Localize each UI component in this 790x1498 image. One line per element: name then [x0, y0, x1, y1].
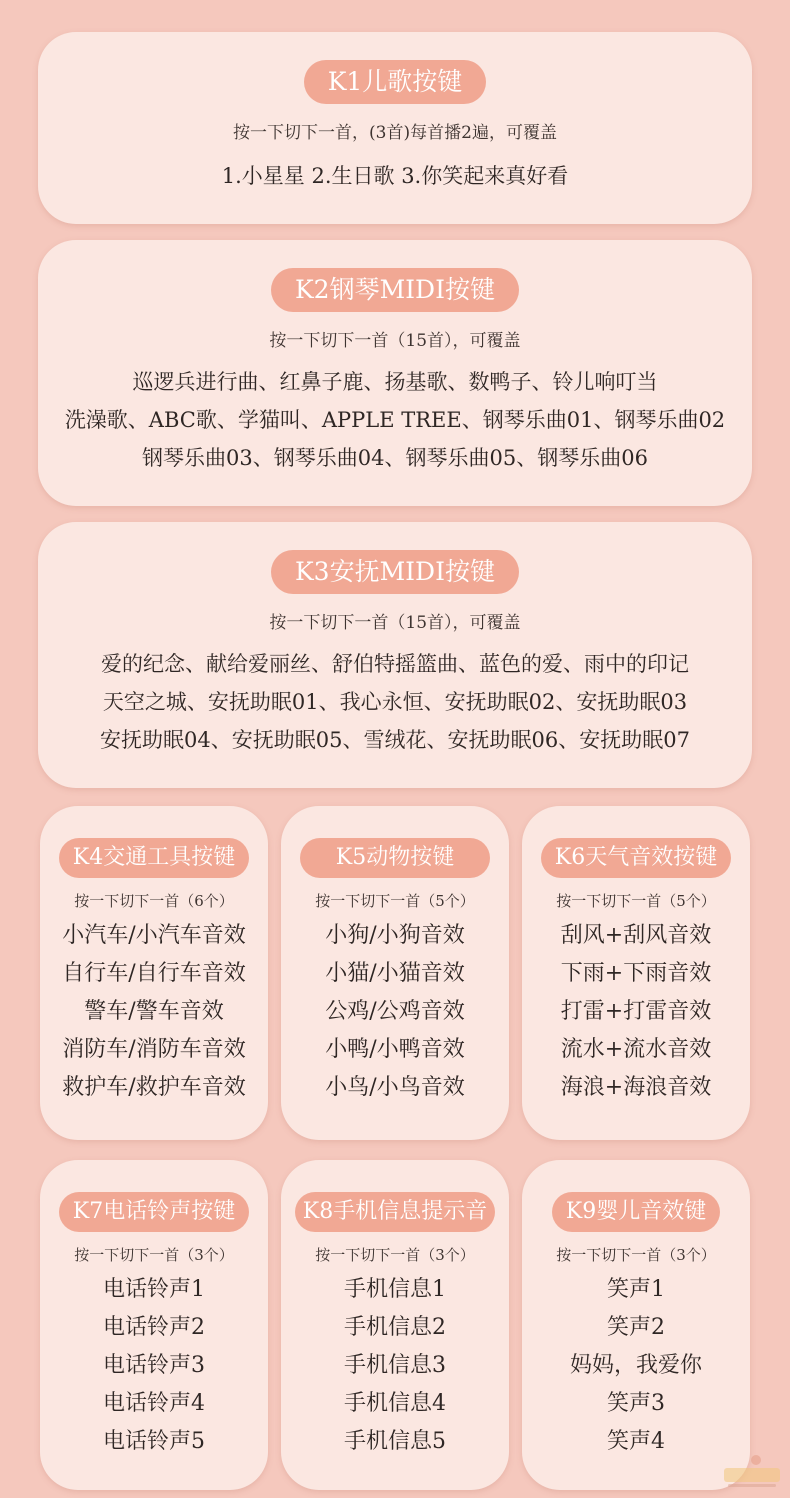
- section-k2-key-label: K2钢琴MIDI按键: [271, 268, 519, 312]
- section-k7-item: 电话铃声4: [103, 1391, 205, 1416]
- section-k7-key-label: K7电话铃声按键: [59, 1192, 249, 1232]
- section-k3-song-line: 天空之城、安抚助眠01、我心永恒、安抚助眠02、安抚助眠03: [102, 690, 688, 714]
- section-k9-item: 笑声4: [607, 1429, 665, 1454]
- section-k8-key-label: K8手机信息提示音: [295, 1192, 495, 1232]
- section-k7-item: 电话铃声2: [103, 1315, 205, 1340]
- section-k5-description: 按一下切下一首（5个）: [315, 892, 475, 910]
- section-k4-item: 警车/警车音效: [84, 999, 224, 1024]
- section-k4-key-label: K4交通工具按键: [59, 838, 249, 878]
- section-k9-key-label: K9婴儿音效键: [552, 1192, 720, 1232]
- section-k8-item: 手机信息5: [344, 1429, 446, 1454]
- section-k6-item: 海浪+海浪音效: [560, 1075, 712, 1100]
- section-k8-item: 手机信息1: [344, 1277, 446, 1302]
- section-k6-description: 按一下切下一首（5个）: [556, 892, 716, 910]
- section-k9-description: 按一下切下一首（3个）: [556, 1246, 716, 1264]
- section-k5-item: 小狗/小狗音效: [325, 923, 465, 948]
- section-k4-card: [40, 806, 268, 1140]
- section-k3-description: 按一下切下一首（15首），可覆盖: [269, 613, 521, 633]
- section-k4-item: 自行车/自行车音效: [62, 961, 246, 986]
- section-k1-song-line: 1.小星星 2.生日歌 3.你笑起来真好看: [221, 164, 569, 188]
- section-k5-item: 小鸭/小鸭音效: [325, 1037, 465, 1062]
- section-k7-item: 电话铃声1: [103, 1277, 205, 1302]
- section-k2-song-line: 巡逻兵进行曲、红鼻子鹿、扬基歌、数鸭子、铃儿响叮当: [132, 370, 658, 394]
- section-k4-description: 按一下切下一首（6个）: [74, 892, 234, 910]
- section-k5-item: 公鸡/公鸡音效: [325, 999, 465, 1024]
- section-k9-item: 妈妈，我爱你: [569, 1353, 702, 1378]
- section-k2-song-line: 洗澡歌、ABC歌、学猫叫、APPLE TREE、钢琴乐曲01、钢琴乐曲02: [64, 408, 726, 432]
- section-k2-song-line: 钢琴乐曲03、钢琴乐曲04、钢琴乐曲05、钢琴乐曲06: [142, 446, 648, 470]
- section-k7-item: 电话铃声3: [103, 1353, 205, 1378]
- section-k8-card: [281, 1160, 509, 1490]
- section-k7-description: 按一下切下一首（3个）: [74, 1246, 234, 1264]
- section-k5-item: 小猫/小猫音效: [325, 961, 465, 986]
- section-k9-item: 笑声3: [607, 1391, 665, 1416]
- section-k6-item: 流水+流水音效: [560, 1037, 712, 1062]
- section-k2-description: 按一下切下一首（15首），可覆盖: [269, 331, 521, 351]
- section-k7-card: [40, 1160, 268, 1490]
- section-k6-item: 下雨+下雨音效: [560, 961, 712, 986]
- section-k6-key-label: K6天气音效按键: [541, 838, 731, 878]
- section-k8-item: 手机信息3: [344, 1353, 446, 1378]
- section-k5-card: [281, 806, 509, 1140]
- section-k2-card: [38, 240, 752, 506]
- section-k3-key-label: K3安抚MIDI按键: [271, 550, 519, 594]
- section-k3-song-line: 爱的纪念、献给爱丽丝、舒伯特摇篮曲、蓝色的爱、雨中的印记: [101, 652, 689, 676]
- section-k6-card: [522, 806, 750, 1140]
- section-k1-card: [38, 32, 752, 224]
- section-k6-item: 打雷+打雷音效: [560, 999, 712, 1024]
- section-k3-song-line: 安抚助眠04、安抚助眠05、雪绒花、安抚助眠06、安抚助眠07: [100, 728, 690, 752]
- section-k3-card: [38, 522, 752, 788]
- section-k6-item: 刮风+刮风音效: [560, 923, 712, 948]
- section-k1-key-label: K1儿歌按键: [304, 60, 487, 104]
- section-k7-item: 电话铃声5: [103, 1429, 205, 1454]
- section-k5-item: 小鸟/小鸟音效: [325, 1075, 465, 1100]
- section-k4-item: 小汽车/小汽车音效: [62, 923, 246, 948]
- section-k9-item: 笑声1: [607, 1277, 665, 1302]
- section-k1-description: 按一下切下一首，(3首)每首播2遍，可覆盖: [233, 123, 557, 143]
- section-k4-item: 救护车/救护车音效: [62, 1075, 246, 1100]
- section-k5-key-label: K5动物按键: [300, 838, 490, 878]
- section-k8-item: 手机信息2: [344, 1315, 446, 1340]
- section-k9-card: [522, 1160, 750, 1490]
- section-k8-description: 按一下切下一首（3个）: [315, 1246, 475, 1264]
- brand-watermark-icon: [720, 1452, 784, 1492]
- section-k4-item: 消防车/消防车音效: [62, 1037, 246, 1062]
- section-k8-item: 手机信息4: [344, 1391, 446, 1416]
- section-k9-item: 笑声2: [607, 1315, 665, 1340]
